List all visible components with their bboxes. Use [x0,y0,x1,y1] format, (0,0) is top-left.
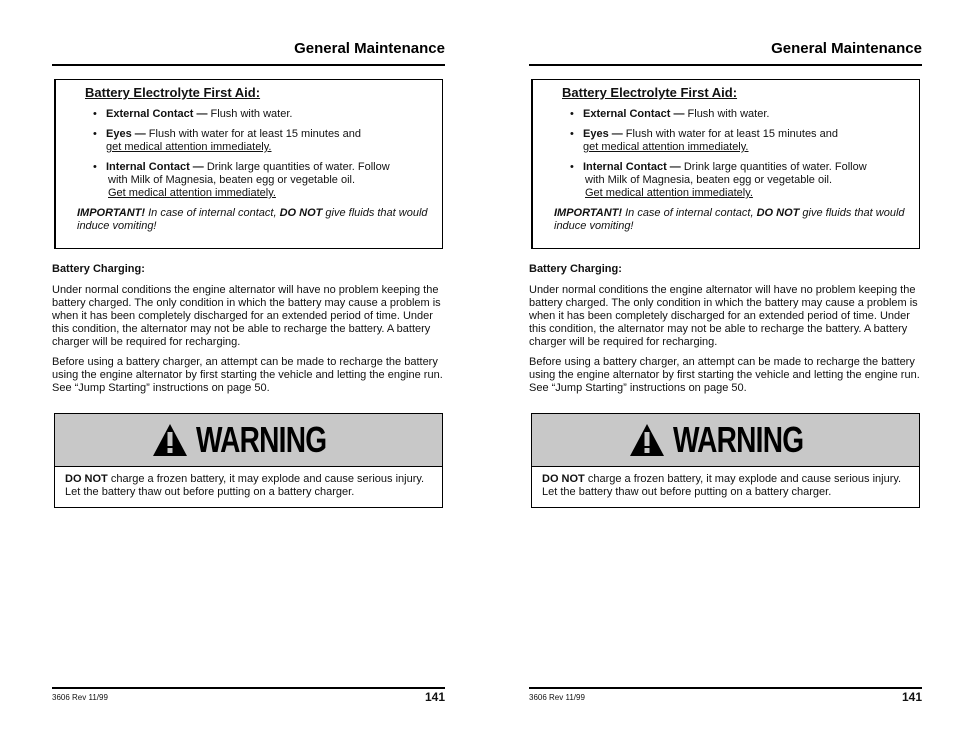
item-text: Drink large quantities of water. Follow [680,161,867,173]
warning-word: WARNING [195,419,326,460]
bullet: • [570,128,574,140]
item-label: External Contact — [106,108,208,120]
item-text: Flush with water for at least 15 minutes and [145,128,361,140]
warning-label: DO NOT [542,473,585,485]
warning-triangle-icon [152,423,188,457]
bullet: • [570,108,574,120]
warning-body: charge a frozen battery, it may explode and cause serious injury. Let the battery thaw out before putting on a battery charger. [65,473,425,498]
important-text: In case of internal contact, [622,207,757,219]
important-text: give fluids that would induce vomiting! [554,207,905,232]
footer-rule [52,687,445,689]
item-continued-text: with Milk of Magnesia, beaten egg or vegetable oil. [585,174,833,186]
page-header-title: General Maintenance [294,40,445,57]
item-label: Internal Contact — [106,161,204,173]
first-aid-item-eyes [93,128,438,154]
item-text: Flush with water for at least 15 minutes and [622,128,838,140]
item-underlined-text: Get medical attention immediately. [585,187,753,199]
first-aid-box [54,79,443,249]
first-aid-item-internal [93,161,438,200]
header-rule [529,64,922,66]
item-text: Flush with water. [684,108,770,120]
bullet: • [93,108,97,120]
important-emphasis: DO NOT [279,207,323,219]
item-label: External Contact — [583,108,685,120]
bullet: • [570,161,574,173]
footer-revision: 3606 Rev 11/99 [529,693,585,702]
page-left [52,0,445,738]
first-aid-box [531,79,920,249]
page-number: 141 [901,690,922,704]
first-aid-item-internal [570,161,915,200]
first-aid-item-external [570,108,915,121]
warning-word: WARNING [672,419,803,460]
battery-charging-heading: Battery Charging: [529,263,622,275]
page-header-title: General Maintenance [771,40,922,57]
bullet: • [93,161,97,173]
warning-banner [532,414,919,467]
item-text: Flush with water. [207,108,293,120]
important-label: IMPORTANT! [77,207,146,219]
warning-label: DO NOT [65,473,108,485]
item-label: Eyes — [106,128,146,140]
charging-paragraph-2: Before using a battery charger, an attempt can be made to recharge the battery using the engine alternator by first starting the vehicle and letting the engine run. See “Jump Starting” instructions on page 50. [529,356,920,394]
first-aid-title: Battery Electrolyte First Aid: [85,85,261,100]
warning-banner [55,414,442,467]
footer-rule [529,687,922,689]
charging-paragraph-2: Before using a battery charger, an attempt can be made to recharge the battery using the engine alternator by first starting the vehicle and letting the engine run. See “Jump Starting” instructions on page 50. [52,356,443,394]
warning-body: charge a frozen battery, it may explode and cause serious injury. Let the battery thaw out before putting on a battery charger. [542,473,902,498]
item-underlined-text: Get medical attention immediately. [108,187,276,199]
warning-triangle-icon [629,423,665,457]
important-note [77,207,437,233]
first-aid-item-external [93,108,438,121]
important-note [554,207,914,233]
charging-paragraph-1: Under normal conditions the engine alternator will have no problem keeping the battery charged. The only condition in which the battery may cause a problem is when it has been completely discharged for an extended period of time. Under this condition, the alternator may not be able to recharge the battery. A battery charger will be required for recharging. [529,284,918,348]
warning-text [542,473,912,499]
header-rule [52,64,445,66]
item-text: Drink large quantities of water. Follow [203,161,390,173]
warning-text [65,473,435,499]
item-underlined-text: get medical attention immediately. [106,141,272,153]
page-number: 141 [424,690,445,704]
battery-charging-heading: Battery Charging: [52,263,145,275]
bullet: • [93,128,97,140]
warning-box [531,413,920,508]
item-underlined-text: get medical attention immediately. [583,141,749,153]
item-continued-text: with Milk of Magnesia, beaten egg or vegetable oil. [108,174,356,186]
footer-revision: 3606 Rev 11/99 [52,693,108,702]
charging-paragraph-1: Under normal conditions the engine alternator will have no problem keeping the battery charged. The only condition in which the battery may cause a problem is when it has been completely discharged for an extended period of time. Under this condition, the alternator may not be able to recharge the battery. A battery charger will be required for recharging. [52,284,441,348]
page-right [529,0,922,738]
important-emphasis: DO NOT [756,207,800,219]
warning-box [54,413,443,508]
important-text: give fluids that would induce vomiting! [77,207,428,232]
first-aid-item-eyes [570,128,915,154]
important-label: IMPORTANT! [554,207,623,219]
item-label: Eyes — [583,128,623,140]
important-text: In case of internal contact, [145,207,280,219]
item-label: Internal Contact — [583,161,681,173]
first-aid-title: Battery Electrolyte First Aid: [562,85,738,100]
